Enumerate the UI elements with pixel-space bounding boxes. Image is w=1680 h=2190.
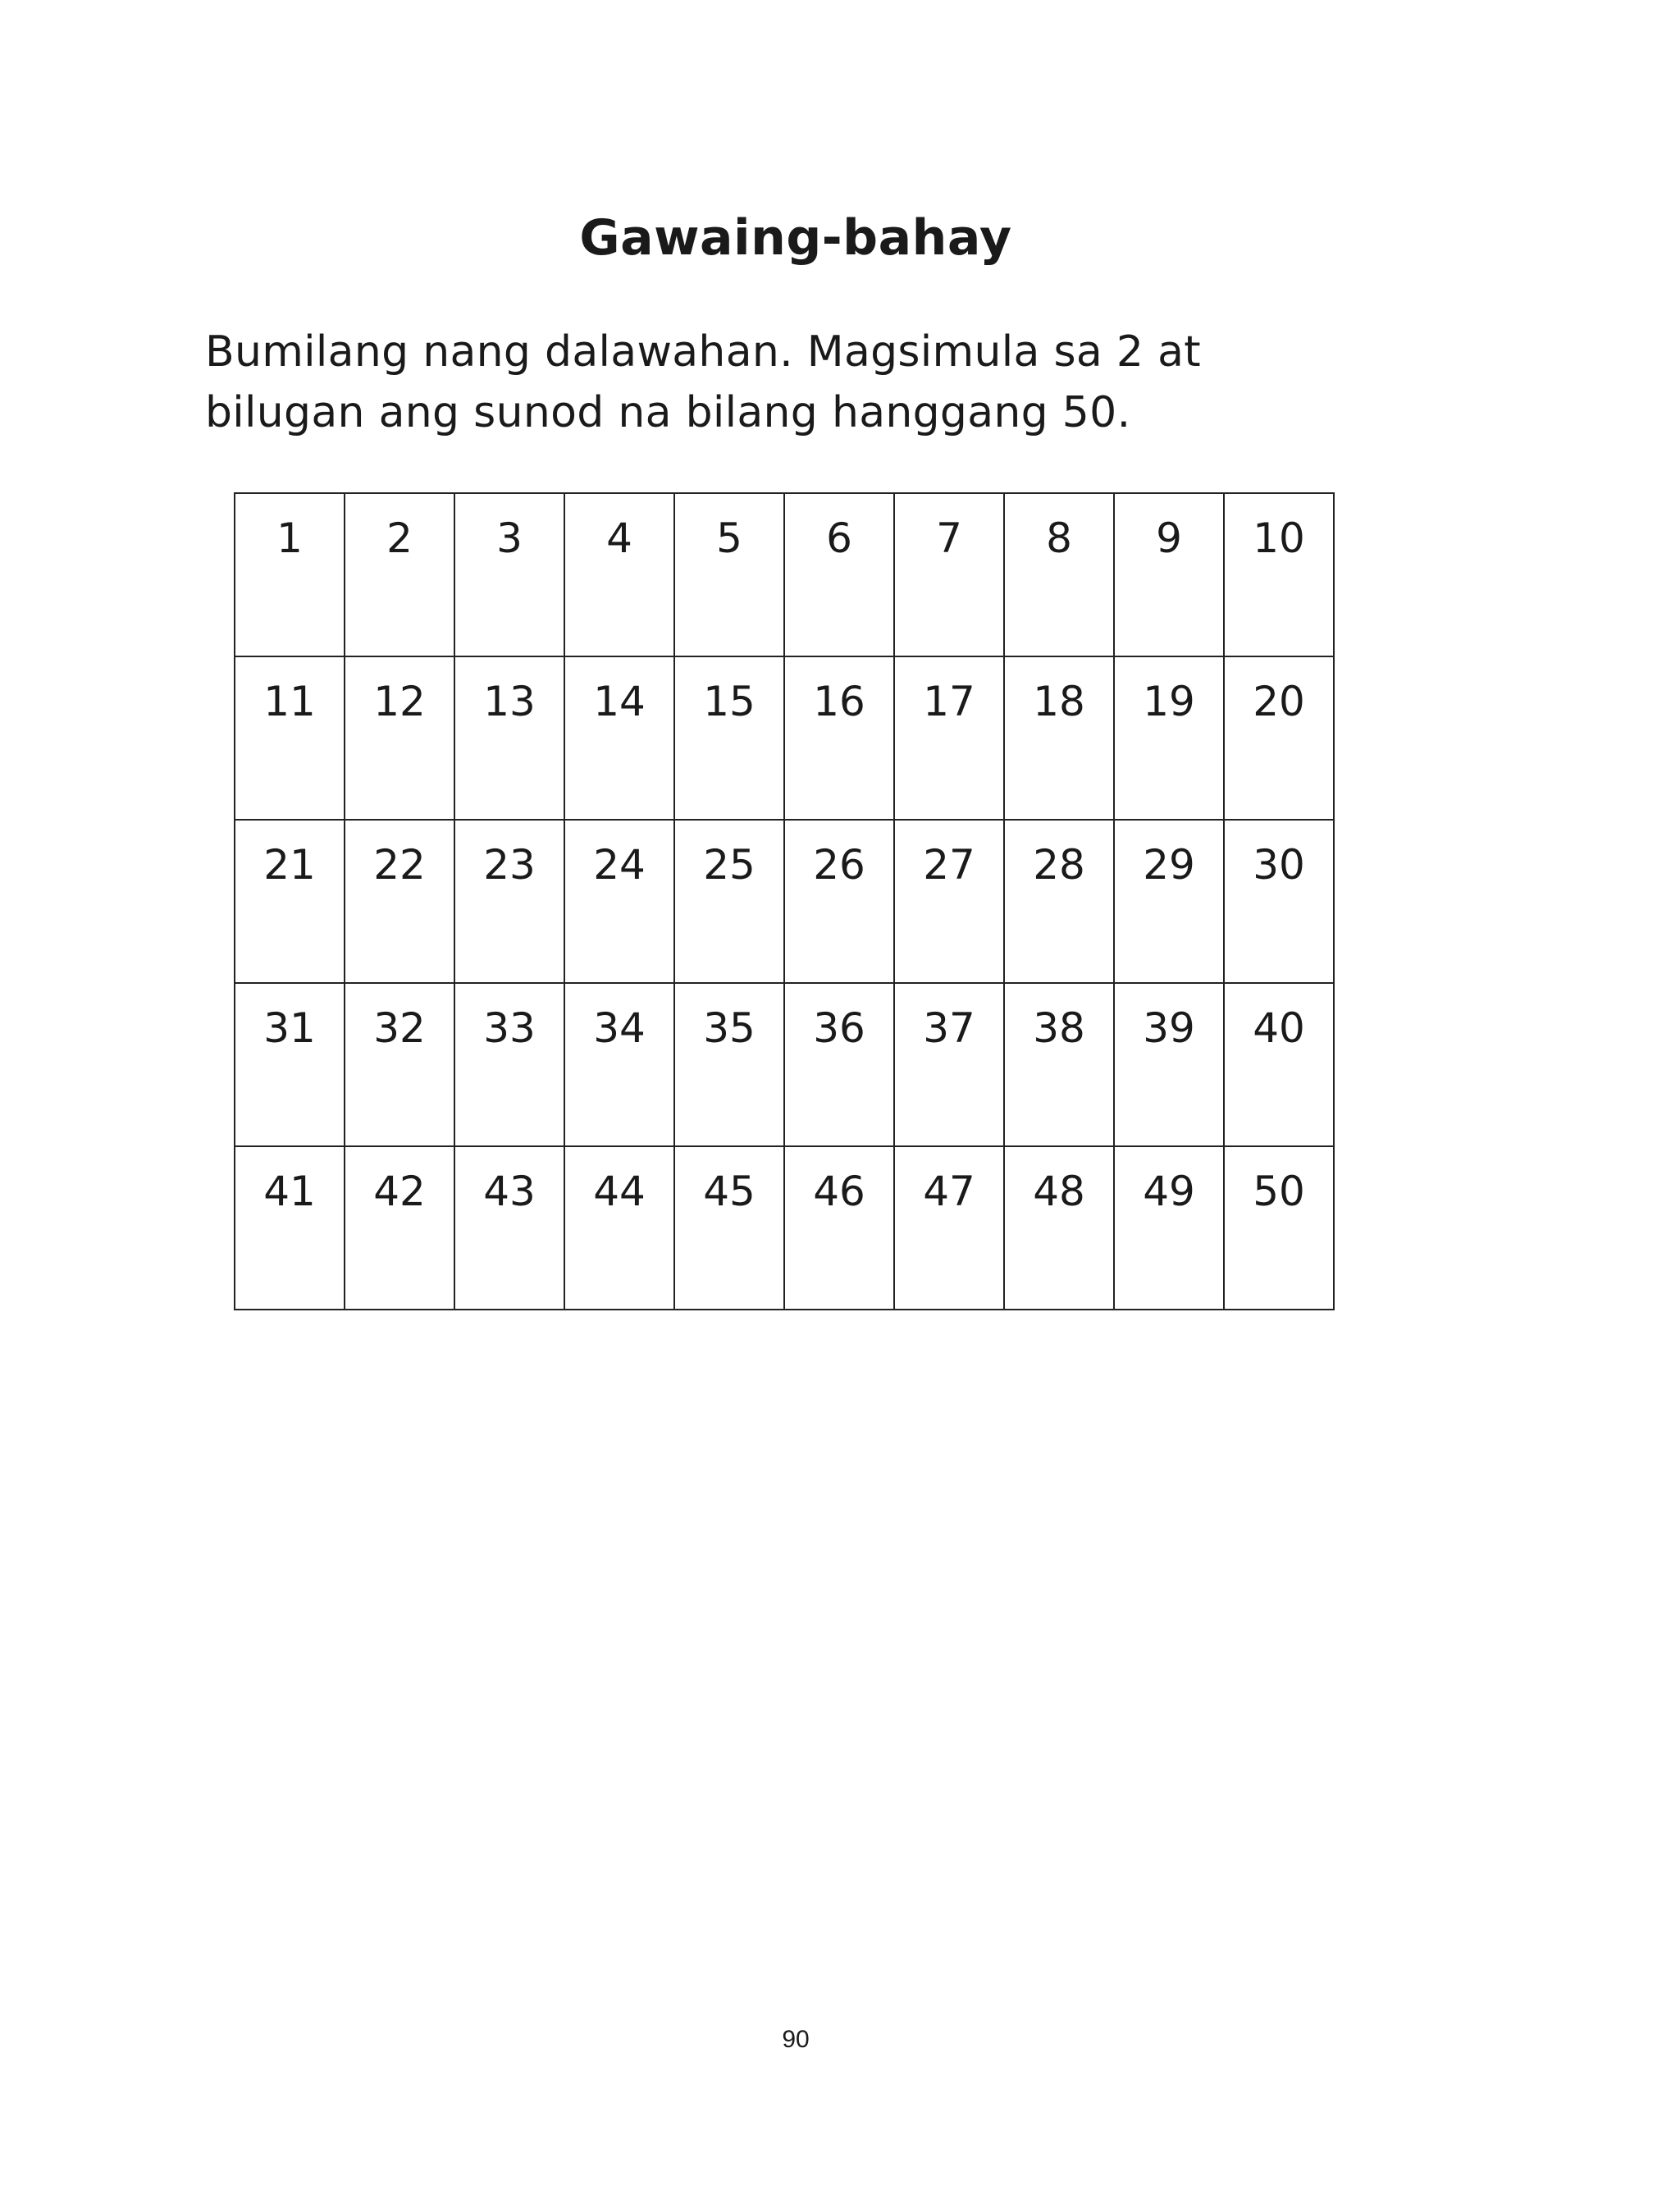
number-cell[interactable]: 28 bbox=[1004, 820, 1114, 983]
number-cell[interactable]: 35 bbox=[674, 983, 784, 1146]
number-cell[interactable]: 43 bbox=[454, 1146, 564, 1310]
number-cell[interactable]: 18 bbox=[1004, 656, 1114, 820]
number-cell[interactable]: 6 bbox=[784, 493, 894, 656]
number-cell[interactable]: 17 bbox=[894, 656, 1004, 820]
number-cell[interactable]: 23 bbox=[454, 820, 564, 983]
number-cell[interactable]: 19 bbox=[1114, 656, 1224, 820]
number-cell[interactable]: 37 bbox=[894, 983, 1004, 1146]
instructions-line-1: Bumilang nang dalawahan. Magsimula sa 2 at bbox=[205, 327, 1201, 377]
number-cell[interactable]: 22 bbox=[345, 820, 454, 983]
number-cell[interactable]: 50 bbox=[1224, 1146, 1334, 1310]
number-grid-body bbox=[235, 493, 1334, 1310]
number-cell[interactable]: 13 bbox=[454, 656, 564, 820]
page-number: 90 bbox=[782, 2026, 810, 2053]
number-cell[interactable]: 5 bbox=[674, 493, 784, 656]
number-cell[interactable]: 41 bbox=[235, 1146, 345, 1310]
grid-row bbox=[235, 820, 1334, 983]
number-cell[interactable]: 26 bbox=[784, 820, 894, 983]
number-cell[interactable]: 49 bbox=[1114, 1146, 1224, 1310]
number-cell[interactable]: 16 bbox=[784, 656, 894, 820]
grid-row bbox=[235, 983, 1334, 1146]
number-cell[interactable]: 15 bbox=[674, 656, 784, 820]
number-cell[interactable]: 45 bbox=[674, 1146, 784, 1310]
number-cell[interactable]: 21 bbox=[235, 820, 345, 983]
number-cell[interactable]: 10 bbox=[1224, 493, 1334, 656]
number-cell[interactable]: 29 bbox=[1114, 820, 1224, 983]
number-cell[interactable]: 8 bbox=[1004, 493, 1114, 656]
number-cell[interactable]: 25 bbox=[674, 820, 784, 983]
number-cell[interactable]: 48 bbox=[1004, 1146, 1114, 1310]
page-title: Gawaing-bahay bbox=[579, 209, 1012, 267]
number-cell[interactable]: 11 bbox=[235, 656, 345, 820]
number-cell[interactable]: 30 bbox=[1224, 820, 1334, 983]
number-cell[interactable]: 39 bbox=[1114, 983, 1224, 1146]
number-cell[interactable]: 36 bbox=[784, 983, 894, 1146]
number-cell[interactable]: 4 bbox=[564, 493, 674, 656]
number-cell[interactable]: 20 bbox=[1224, 656, 1334, 820]
number-cell[interactable]: 2 bbox=[345, 493, 454, 656]
number-cell[interactable]: 12 bbox=[345, 656, 454, 820]
number-cell[interactable]: 40 bbox=[1224, 983, 1334, 1146]
number-grid bbox=[234, 492, 1335, 1310]
number-cell[interactable]: 38 bbox=[1004, 983, 1114, 1146]
number-cell[interactable]: 47 bbox=[894, 1146, 1004, 1310]
grid-row bbox=[235, 493, 1334, 656]
instructions bbox=[205, 322, 1354, 443]
number-cell[interactable]: 46 bbox=[784, 1146, 894, 1310]
number-cell[interactable]: 1 bbox=[235, 493, 345, 656]
number-cell[interactable]: 31 bbox=[235, 983, 345, 1146]
number-cell[interactable]: 34 bbox=[564, 983, 674, 1146]
number-cell[interactable]: 24 bbox=[564, 820, 674, 983]
number-cell[interactable]: 7 bbox=[894, 493, 1004, 656]
number-cell[interactable]: 9 bbox=[1114, 493, 1224, 656]
number-cell[interactable]: 42 bbox=[345, 1146, 454, 1310]
number-cell[interactable]: 32 bbox=[345, 983, 454, 1146]
number-cell[interactable]: 33 bbox=[454, 983, 564, 1146]
grid-row bbox=[235, 1146, 1334, 1310]
number-cell[interactable]: 27 bbox=[894, 820, 1004, 983]
number-cell[interactable]: 44 bbox=[564, 1146, 674, 1310]
number-cell[interactable]: 3 bbox=[454, 493, 564, 656]
number-cell[interactable]: 14 bbox=[564, 656, 674, 820]
grid-row bbox=[235, 656, 1334, 820]
instructions-line-2: bilugan ang sunod na bilang hanggang 50. bbox=[205, 388, 1131, 437]
